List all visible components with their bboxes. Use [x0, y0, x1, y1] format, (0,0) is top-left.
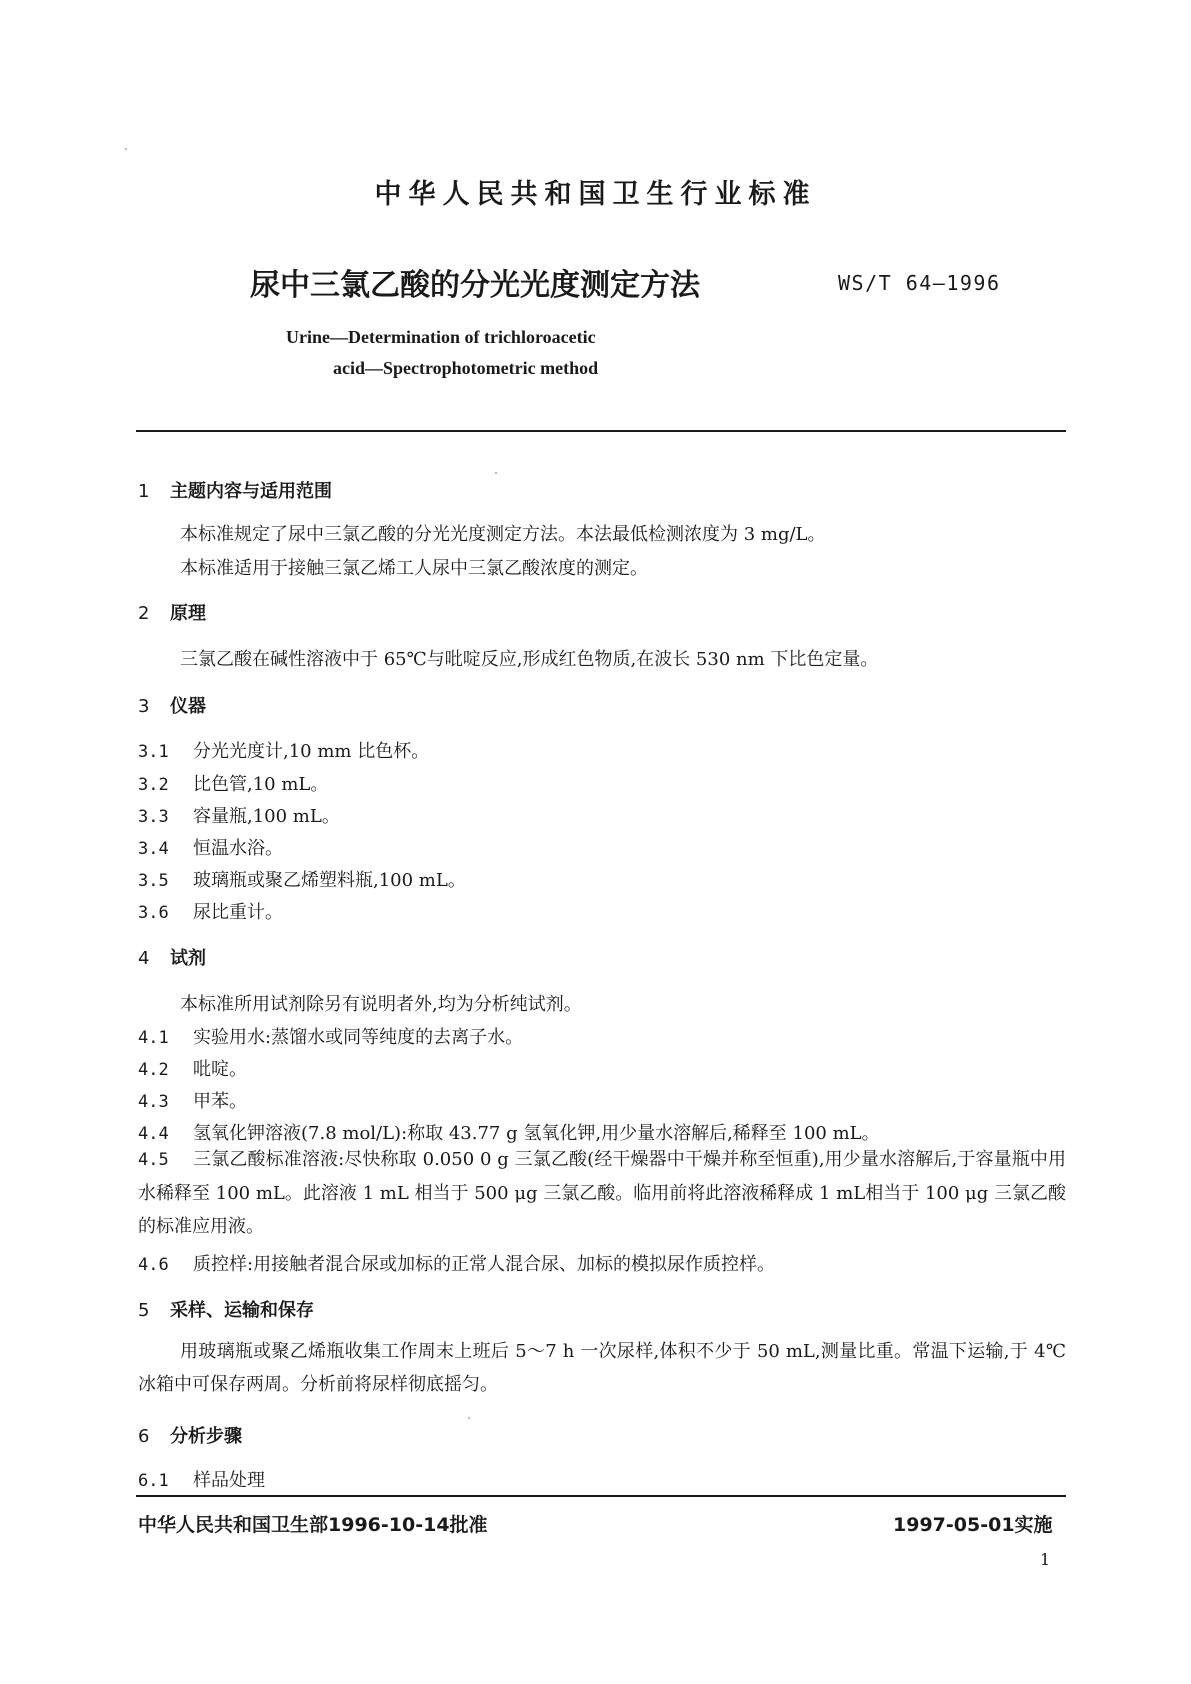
header-divider — [136, 430, 1066, 432]
section-title: 试剂 — [170, 948, 206, 969]
section-2-heading — [138, 599, 206, 625]
list-item: 4.1 实验用水:蒸馏水或同等纯度的去离子水。 — [138, 1027, 524, 1048]
section-number: 6 — [138, 1426, 150, 1447]
section-5-heading — [138, 1296, 314, 1322]
standard-type-heading: 中华人民共和国卫生行业标准 — [374, 179, 817, 210]
section-title: 分析步骤 — [170, 1426, 242, 1447]
section-1-paragraph-1: 本标准规定了尿中三氯乙酸的分光光度测定方法。本法最低检测浓度为 3 mg/L。 — [180, 524, 826, 545]
document-title: 尿中三氯乙酸的分光光度测定方法 — [250, 268, 700, 303]
english-title-line-2: acid—Spectrophotometric method — [333, 358, 599, 378]
list-item-multiline: 4.5 三氯乙酸标准溶液:尽快称取 0.050 0 g 三氯乙酸(经干燥器中干燥并称至恒重),用少量水溶解后,于容量瓶中用水稀释至 100 mL。此溶液 1 mL 相当于 500 μg 三氯乙酸。临用前将此溶液稀释成 1 mL相当于 100 μg 三氯乙酸的标准应用液。 — [138, 1149, 1066, 1237]
scan-speck — [125, 148, 127, 150]
list-item: 3.4 恒温水浴。 — [138, 838, 283, 859]
effective-date: 1997-05-01实施 — [893, 1514, 1053, 1536]
scan-speck — [495, 472, 497, 474]
footer-divider — [136, 1495, 1066, 1497]
list-item: 3.2 比色管,10 mL。 — [138, 774, 329, 795]
list-item: 4.2 吡啶。 — [138, 1059, 247, 1080]
section-title: 原理 — [170, 603, 206, 624]
list-item: 3.5 玻璃瓶或聚乙烯塑料瓶,100 mL。 — [138, 870, 466, 891]
section-number: 3 — [138, 696, 150, 717]
section-6-heading — [138, 1422, 242, 1448]
section-3-heading — [138, 692, 206, 718]
section-1-paragraph-2: 本标准适用于接触三氯乙烯工人尿中三氯乙酸浓度的测定。 — [180, 558, 648, 579]
section-title: 主题内容与适用范围 — [170, 481, 332, 502]
section-title: 采样、运输和保存 — [170, 1300, 314, 1321]
section-1-heading — [138, 477, 332, 503]
list-item: 4.3 甲苯。 — [138, 1091, 247, 1112]
list-item: 3.3 容量瓶,100 mL。 — [138, 806, 340, 827]
list-item: 4.6 质控样:用接触者混合尿或加标的正常人混合尿、加标的模拟尿作质控样。 — [138, 1254, 776, 1275]
scan-speck — [468, 1417, 470, 1419]
section-number: 4 — [138, 948, 150, 969]
standard-code: WS/T 64—1996 — [838, 271, 1001, 295]
approval-date: 中华人民共和国卫生部1996-10-14批准 — [138, 1514, 488, 1536]
list-item: 6.1 样品处理 — [138, 1470, 265, 1491]
section-4-intro: 本标准所用试剂除另有说明者外,均为分析纯试剂。 — [180, 994, 582, 1015]
list-item: 4.4 氢氧化钾溶液(7.8 mol/L):称取 43.77 g 氢氧化钾,用少量水溶解后,稀释至 100 mL。 — [138, 1123, 880, 1144]
page-number: 1 — [1040, 1550, 1051, 1569]
section-2-paragraph-1: 三氯乙酸在碱性溶液中于 65℃与吡啶反应,形成红色物质,在波长 530 nm 下比色定量。 — [180, 649, 879, 670]
english-title-line-1: Urine—Determination of trichloroacetic — [286, 327, 596, 347]
section-number: 1 — [138, 481, 150, 502]
list-item: 3.6 尿比重计。 — [138, 902, 283, 923]
section-5-paragraph-1: 用玻璃瓶或聚乙烯瓶收集工作周末上班后 5～7 h 一次尿样,体积不少于 50 mL,测量比重。常温下运输,于 4℃冰箱中可保存两周。分析前将尿样彻底摇匀。 — [138, 1341, 1066, 1395]
section-title: 仪器 — [170, 696, 206, 717]
section-number: 5 — [138, 1300, 150, 1321]
list-item: 3.1 分光光度计,10 mm 比色杯。 — [138, 741, 430, 762]
section-4-heading — [138, 944, 206, 970]
section-number: 2 — [138, 603, 150, 624]
